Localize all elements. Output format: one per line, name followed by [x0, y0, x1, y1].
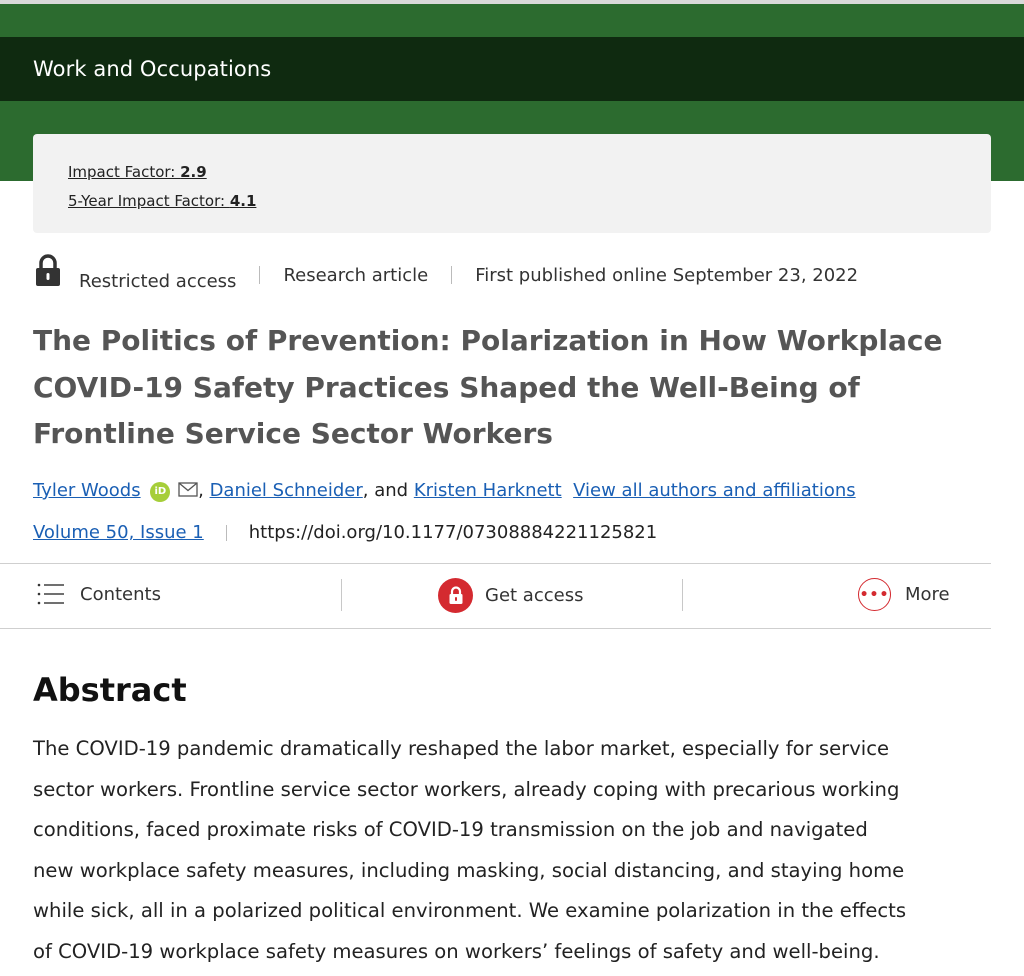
- abstract-line: sector workers. Frontline service sector workers, already coping with precarious working: [33, 777, 900, 801]
- lock-icon: [33, 254, 63, 288]
- abstract-text: [33, 729, 1003, 973]
- contents-label: Contents: [80, 583, 161, 605]
- orcid-icon[interactable]: iD: [150, 482, 170, 502]
- action-divider: [682, 579, 683, 611]
- more-label: More: [905, 584, 950, 605]
- article-title: The Politics of Prevention: Polarization in How Workplace COVID-19 Safety Practices Shaped the Well-Being of Frontline Service Sector Workers: [33, 324, 943, 450]
- author-link-daniel-schneider[interactable]: Daniel Schneider: [209, 480, 363, 501]
- five-year-impact-label: 5-Year Impact Factor:: [68, 192, 230, 210]
- more-button[interactable]: [858, 578, 950, 611]
- publish-date: First published online September 23, 2022: [475, 264, 859, 286]
- five-year-impact-value: 4.1: [229, 192, 257, 210]
- author-link-kristen-harknett[interactable]: Kristen Harknett: [413, 480, 562, 501]
- journal-title-link[interactable]: Work and Occupations: [33, 57, 272, 81]
- email-icon[interactable]: [178, 482, 198, 497]
- abstract-line: The COVID-19 pandemic dramatically reshaped the labor market, especially for service: [33, 737, 890, 760]
- article-meta: [33, 255, 993, 295]
- contents-button[interactable]: [36, 581, 161, 607]
- volume-divider: [226, 525, 227, 541]
- abstract-line: while sick, all in a polarized political environment. We examine polarization in the effects: [33, 899, 907, 923]
- header-top-band: [0, 0, 1024, 37]
- article-action-bar: [0, 563, 991, 629]
- volume-issue-link[interactable]: Volume 50, Issue 1: [33, 522, 204, 543]
- access-status: Restricted access: [79, 270, 237, 292]
- action-divider: [341, 579, 342, 611]
- more-icon: •••: [858, 578, 891, 611]
- impact-factor-box: [33, 134, 991, 233]
- impact-factor-value: 2.9: [180, 163, 207, 181]
- author-separator: ,: [198, 480, 204, 501]
- author-list: [33, 480, 1003, 502]
- doi-text: https://doi.org/10.1177/07308884221125821: [248, 522, 658, 543]
- meta-divider: [259, 266, 260, 284]
- article-type: Research article: [283, 264, 429, 286]
- five-year-impact-factor-link[interactable]: [68, 187, 956, 216]
- view-all-authors-link[interactable]: View all authors and affiliations: [573, 480, 856, 501]
- author-link-tyler-woods[interactable]: Tyler Woods: [33, 480, 141, 501]
- abstract-line: conditions, faced proximate risks of COVID-19 transmission on the job and navigated: [33, 818, 868, 842]
- volume-info: [33, 522, 993, 543]
- impact-factor-link[interactable]: [68, 158, 956, 187]
- meta-divider: [451, 266, 452, 284]
- abstract-heading: Abstract: [33, 671, 187, 709]
- abstract-line: new workplace safety measures, including masking, social distancing, and staying home: [33, 858, 905, 882]
- journal-header: [0, 37, 1024, 101]
- author-separator: , and: [362, 480, 409, 501]
- list-icon: [36, 581, 66, 607]
- impact-factor-label: Impact Factor:: [68, 163, 181, 181]
- get-access-button[interactable]: [438, 578, 583, 613]
- get-access-label: Get access: [485, 585, 584, 606]
- lock-icon: [438, 578, 473, 613]
- abstract-line: of COVID-19 workplace safety measures on workers’ feelings of safety and well-being.: [33, 939, 880, 963]
